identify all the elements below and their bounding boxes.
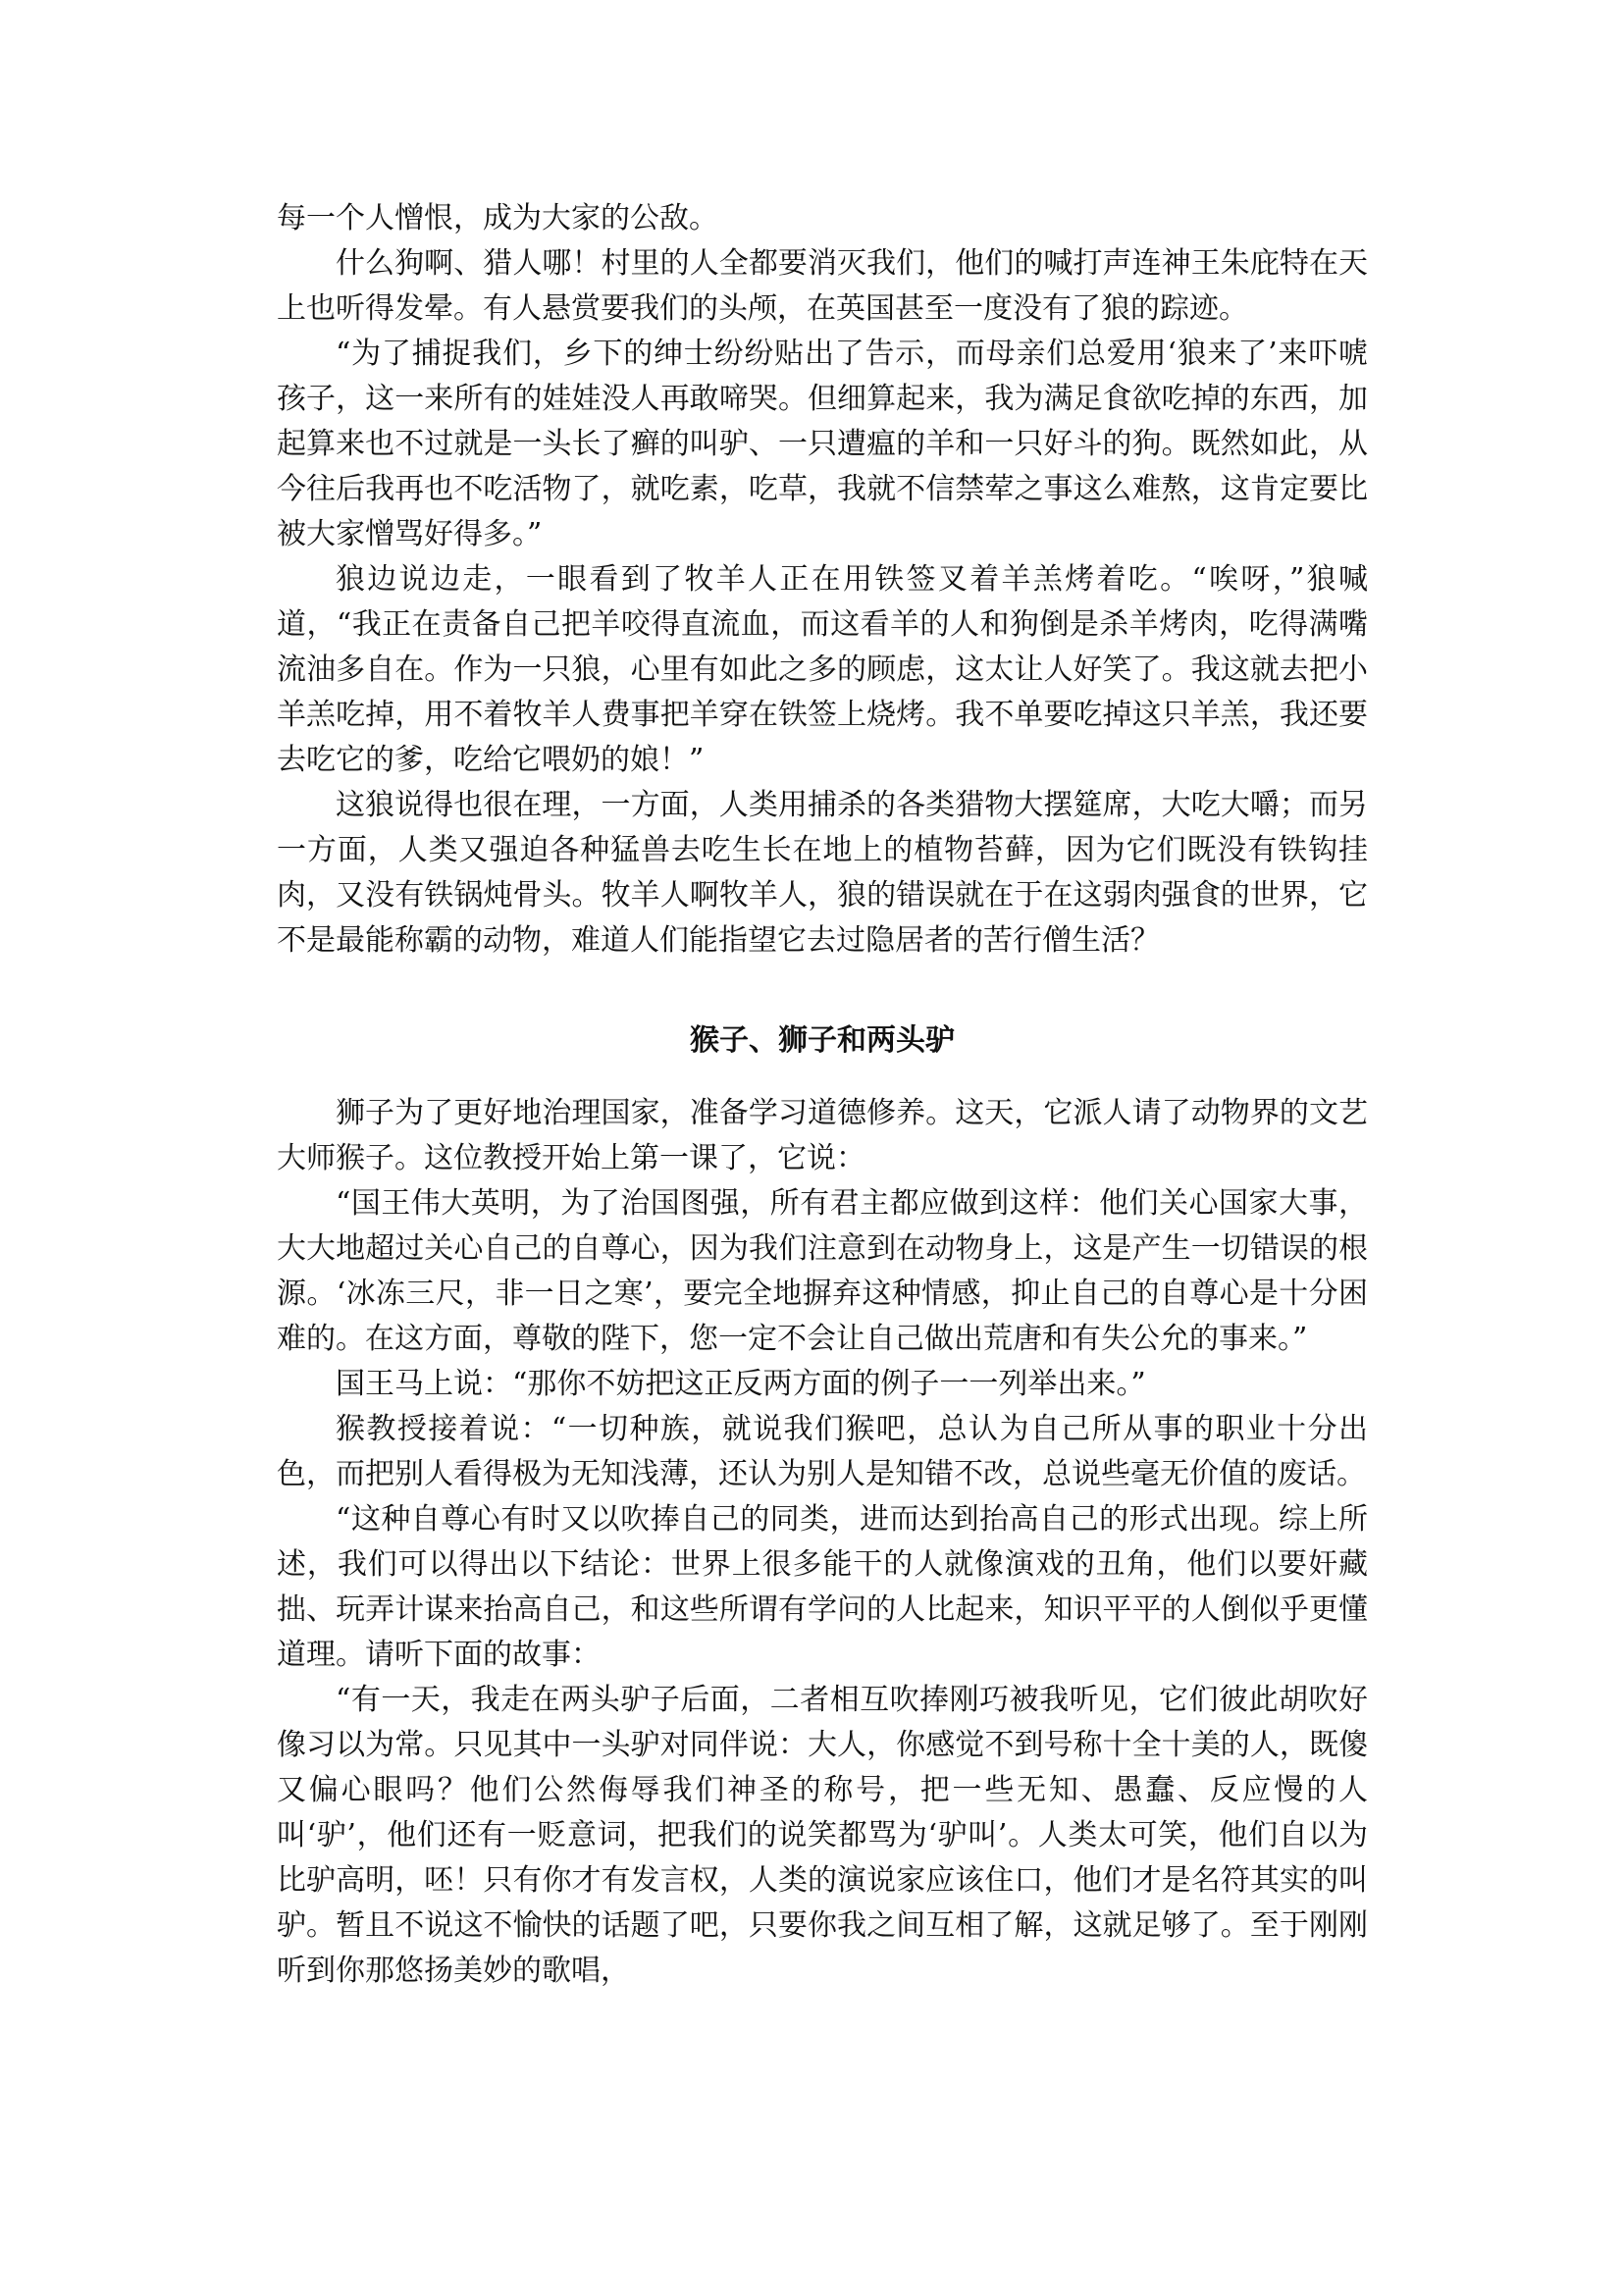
paragraph: 猴教授接着说：“一切种族，就说我们猴吧，总认为自己所从事的职业十分出色，而把别人看得极为无知浅薄，还认为别人是知错不改，总说些毫无价值的废话。 [277, 1412, 1368, 1491]
paragraph: “这种自尊心有时又以吹捧自己的同类，进而达到抬高自己的形式出现。综上所述，我们可以得出以下结论：世界上很多能干的人就像演戏的丑角，他们以要奸藏拙、玩弄计谋来抬高自己，和这些所谓有学问的人比起来，知识平平的人倒似乎更懂道理。请听下面的故事： [277, 1502, 1368, 1672]
paragraph: 狼边说边走，一眼看到了牧羊人正在用铁签叉着羊羔烤着吃。“唉呀，”狼喊道，“我正在责备自己把羊咬得直流血，而这看羊的人和狗倒是杀羊烤肉，吃得满嘴流油多自在。作为一只狼，心里有如此之多的顾虑，这太让人好笑了。我这就去把小羊羔吃掉，用不着牧羊人费事把羊穿在铁签上烧烤。我不单要吃掉这只羊羔，我还要去吃它的爹，吃给它喂奶的娘！” [277, 562, 1368, 777]
paragraph: “有一天，我走在两头驴子后面，二者相互吹捧刚巧被我听见，它们彼此胡吹好像习以为常。只见其中一头驴对同伴说：大人，你感觉不到号称十全十美的人，既傻又偏心眼吗？他们公然侮辱我们神圣的称号，把一些无知、愚蠢、反应慢的人叫‘驴’，他们还有一贬意词，把我们的说笑都骂为‘驴叫’。人类太可笑，他们自以为比驴高明，呸！只有你才有发言权，人类的演说家应该住口，他们才是名符其实的叫驴。暂且不说这不愉快的话题了吧，只要你我之间互相了解，这就足够了。至于刚刚听到你那悠扬美妙的歌唱， [277, 1683, 1368, 1988]
paragraph: 国王马上说：“那你不妨把这正反两方面的例子一一列举出来。” [336, 1367, 1146, 1401]
paragraph: “国王伟大英明，为了治国图强，所有君主都应做到这样：他们关心国家大事，大大地超过关心自己的自尊心，因为我们注意到在动物身上，这是产生一切错误的根源。‘冰冻三尺，非一日之寒’，要完全地摒弃这种情感，抑止自己的自尊心是十分困难的。在这方面，尊敬的陛下，您一定不会让自己做出荒唐和有失公允的事来。” [277, 1186, 1368, 1356]
document-page [277, 196, 1368, 1994]
section-spacer [277, 964, 1368, 1009]
paragraph: 这狼说得也很在理，一方面，人类用捕杀的各类猎物大摆筵席，大吃大嚼；而另一方面，人类又强迫各种猛兽去吃生长在地上的植物苔藓，因为它们既没有铁钩挂肉，又没有铁锅炖骨头。牧羊人啊牧羊人，狼的错误就在于在这弱肉强食的世界，它不是最能称霸的动物，难道人们能指望它去过隐居者的苦行僧生活？ [277, 788, 1368, 958]
paragraph: 每一个人憎恨，成为大家的公敌。 [277, 201, 718, 235]
section-title: 猴子、狮子和两头驴 [690, 1023, 955, 1058]
paragraph: 狮子为了更好地治理国家，准备学习道德修养。这天，它派人请了动物界的文艺大师猴子。这位教授开始上第一课了，它说： [277, 1096, 1368, 1175]
paragraph: 什么狗啊、猎人哪！村里的人全都要消灭我们，他们的喊打声连神王朱庇特在天上也听得发晕。有人悬赏要我们的头颅，在英国甚至一度没有了狼的踪迹。 [277, 246, 1368, 326]
paragraph: “为了捕捉我们，乡下的绅士纷纷贴出了告示，而母亲们总爱用‘狼来了’来吓唬孩子，这一来所有的娃娃没人再敢啼哭。但细算起来，我为满足食欲吃掉的东西，加起算来也不过就是一头长了癣的叫驴、一只遭瘟的羊和一只好斗的狗。既然如此，从今往后我再也不吃活物了，就吃素，吃草，我就不信禁荤之事这么难熬，这肯定要比被大家憎骂好得多。” [277, 337, 1368, 551]
